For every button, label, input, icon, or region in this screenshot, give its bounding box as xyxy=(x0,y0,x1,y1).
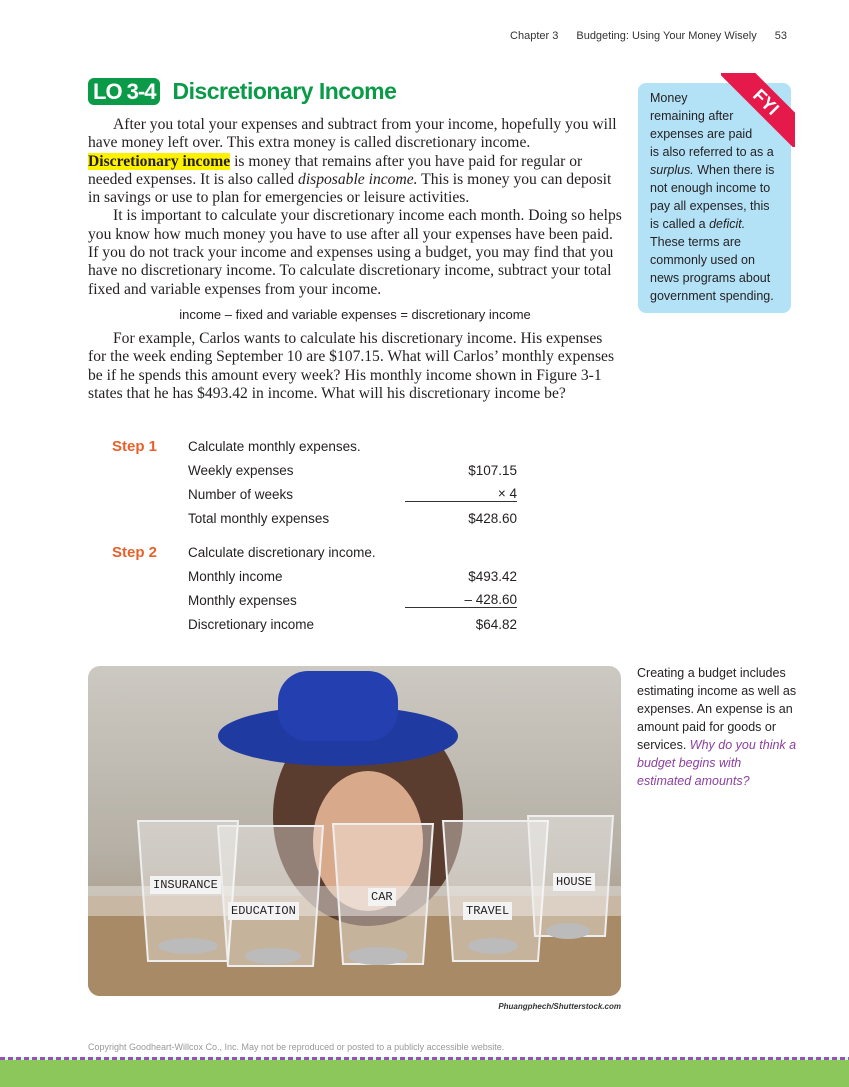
text: After you total your expenses and subtract from your income, hopefully you will have money left over. This extra money is called discretionary income. xyxy=(88,116,617,152)
chapter-title: Budgeting: Using Your Money Wisely xyxy=(576,30,757,42)
body-text xyxy=(88,116,622,403)
fyi-label: FYI xyxy=(721,73,795,147)
row-value: $107.15 xyxy=(468,462,517,478)
calc-row xyxy=(112,564,517,588)
row-label: Monthly income xyxy=(188,568,283,584)
paragraph-3: For example, Carlos wants to calculate his discretionary income. His expenses for the week ending September 10 are $107.15. What will Carlos’ monthly expenses be if he spends this amount every week? His monthly income shown in Figure 3-1 states that he has $493.42 in income. What will his discretionary income be? xyxy=(88,329,615,402)
key-term: Discretionary income xyxy=(88,152,231,170)
row-value: $64.82 xyxy=(475,616,517,632)
text: is money that remains after you have paid for regular or needed expenses. It is also called xyxy=(88,152,583,188)
row-label: Weekly expenses xyxy=(188,462,294,478)
text: Money remaining after expenses are paid is also referred to as a xyxy=(650,91,774,159)
equation: income – fixed and variable expenses = discretionary income xyxy=(179,306,531,322)
step-title: Calculate discretionary income. xyxy=(188,544,376,560)
row-value: $428.60 xyxy=(468,510,517,526)
calc-row xyxy=(112,458,517,482)
caption-text: Creating a budget includes estimating income as well as expenses. An expense is an amount paid for goods or services. xyxy=(637,666,797,752)
term: surplus. xyxy=(650,163,694,177)
calc-row xyxy=(112,588,517,612)
calc-row xyxy=(112,612,517,636)
step-header xyxy=(112,540,517,564)
caption-question: Why do you think a budget begins with estimated amounts? xyxy=(637,738,797,788)
jar-label: HOUSE xyxy=(553,873,595,891)
page-number: 53 xyxy=(774,30,787,42)
italic-term: disposable income. xyxy=(298,170,418,188)
fyi-ribbon xyxy=(721,73,795,147)
row-label: Number of weeks xyxy=(188,486,294,502)
section-title: Discretionary Income xyxy=(172,78,397,104)
worked-example xyxy=(112,434,517,636)
row-label: Monthly expenses xyxy=(188,592,297,608)
footer-band xyxy=(0,1060,849,1087)
jar-label: EDUCATION xyxy=(228,902,299,920)
calc-row xyxy=(112,482,517,506)
step-label: Step 1 xyxy=(112,437,158,455)
photo-savings-jars xyxy=(88,666,621,996)
step-label: Step 2 xyxy=(112,543,158,561)
paragraph-2: It is important to calculate your discretionary income each month. Doing so helps you know how much money you have to use after all your expenses have been paid. If you do not track your income and expenses using a budget, you may find that you have no discretionary income. To calculate discretionary income, subtract your total fixed and variable expenses from your income. xyxy=(88,207,622,298)
text: This is money you can deposit in savings or use to plan for emergencies or leisure activities. xyxy=(88,170,612,207)
step-header xyxy=(112,434,517,458)
jar-label: INSURANCE xyxy=(150,876,221,894)
lo-badge: LO 3-4 xyxy=(88,78,160,105)
paragraph-1 xyxy=(88,116,622,207)
section-heading xyxy=(88,78,396,105)
calc-row xyxy=(112,506,517,530)
jar-label: CAR xyxy=(368,888,396,906)
term: deficit. xyxy=(709,217,746,231)
jar-label: TRAVEL xyxy=(463,902,512,920)
chapter-number: Chapter 3 xyxy=(510,30,559,42)
copyright-notice: Copyright Goodheart-Willcox Co., Inc. May not be reproduced or posted to a publicly accessible website. xyxy=(88,1042,505,1052)
text: These terms are commonly used on news programs about government spending. xyxy=(650,235,774,303)
row-value: – 428.60 xyxy=(405,592,517,608)
row-value: $493.42 xyxy=(468,568,517,584)
text: When there is not enough income to pay all expenses, this is called a xyxy=(650,163,775,231)
fyi-box xyxy=(638,83,791,313)
step-title: Calculate monthly expenses. xyxy=(188,438,361,454)
photo-caption xyxy=(637,664,797,790)
row-label: Total monthly expenses xyxy=(188,510,330,526)
running-header xyxy=(492,30,787,42)
row-label: Discretionary income xyxy=(188,616,315,632)
photo-illustration xyxy=(88,666,621,996)
photo-credit: Phuangphech/Shutterstock.com xyxy=(498,1002,621,1011)
row-value: × 4 xyxy=(405,486,517,502)
